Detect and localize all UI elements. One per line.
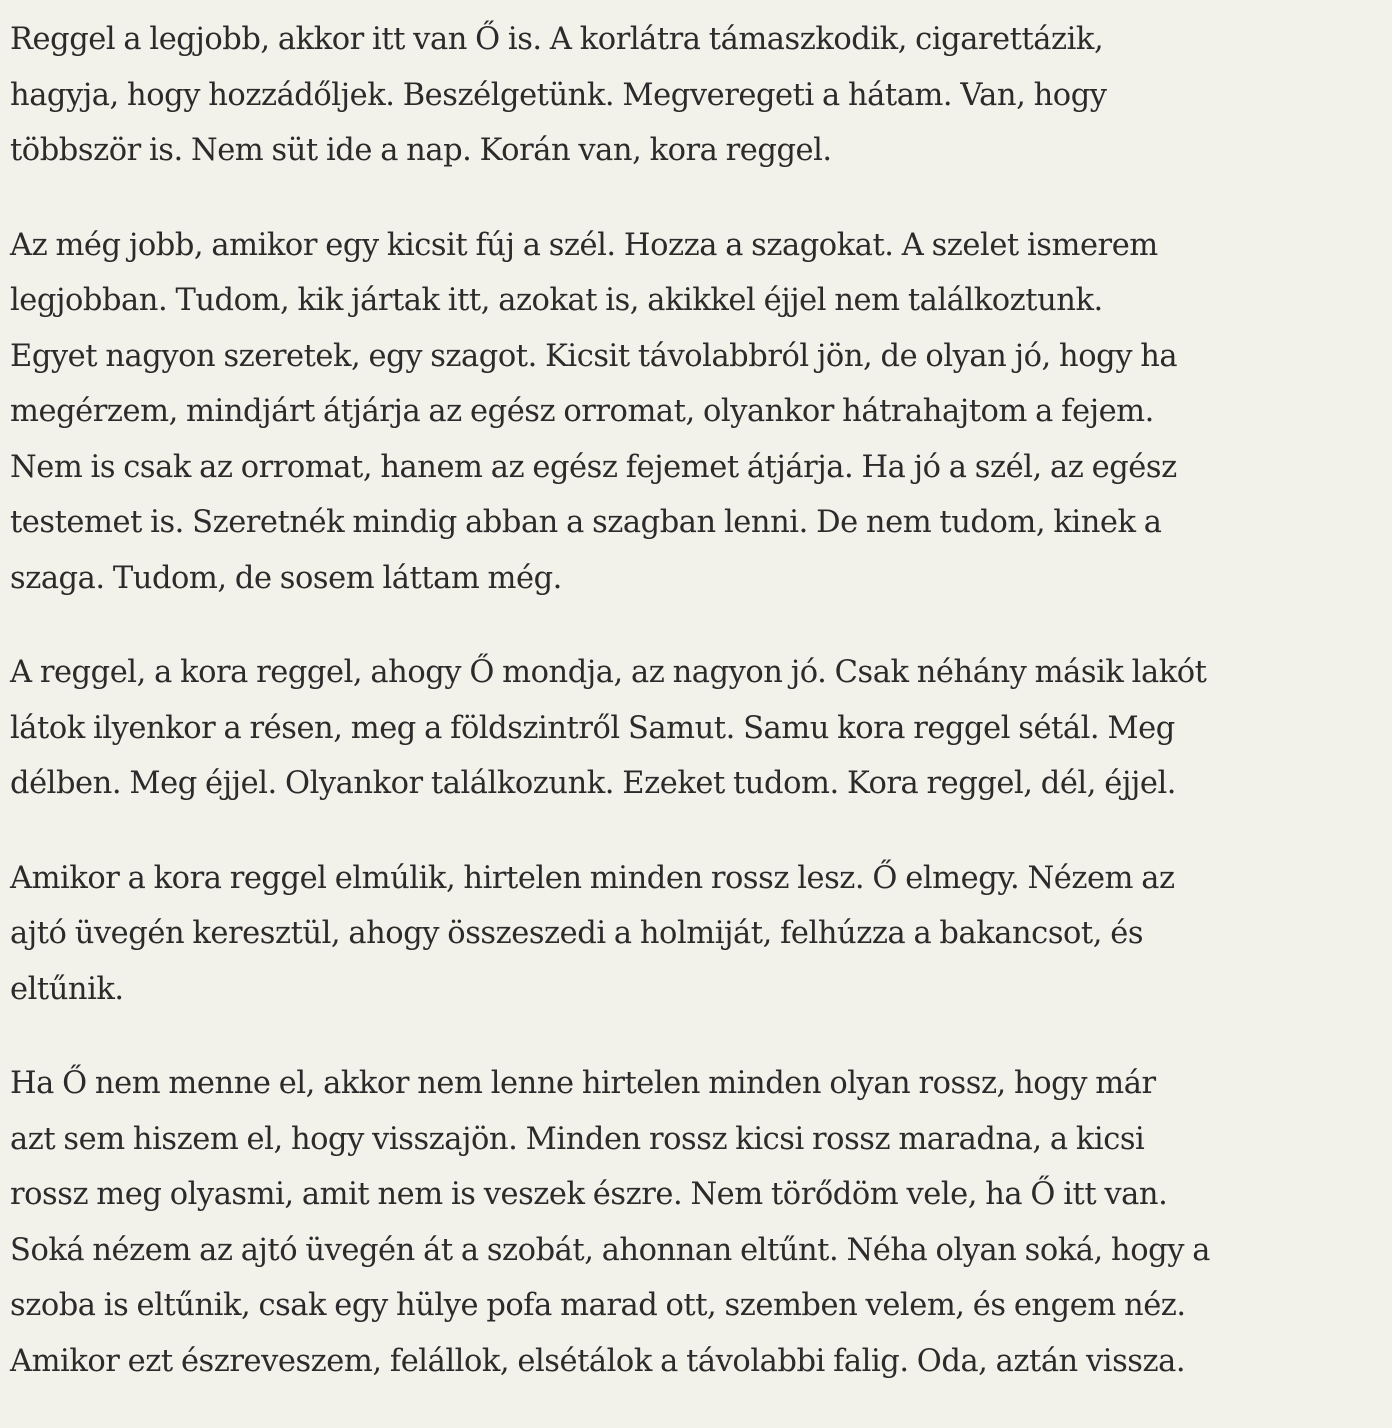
text-line: Amikor a kora reggel elmúlik, hirtelen minden rossz lesz. Ő elmegy. Nézem az [10,860,1175,896]
text-line: testemet is. Szeretnék mindig abban a szagban lenni. De nem tudom, kinek a [10,505,1162,540]
text-line: többször is. Nem süt ide a nap. Korán van, kora reggel. [10,133,832,168]
text-line: délben. Meg éjjel. Olyankor találkozunk. Ezeket tudom. Kora reggel, dél, éjjel. [10,766,1176,801]
text-line: Egyet nagyon szeretek, egy szagot. Kicsit távolabbról jön, de olyan jó, hogy ha [10,338,1178,374]
text-line: Ha Ő nem menne el, akkor nem lenne hirtelen minden olyan rossz, hogy már [10,1066,1156,1101]
text-line: hagyja, hogy hozzádőljek. Beszélgetünk. Megveregeti a hátam. Van, hogy [10,77,1107,113]
paragraph-5 [10,1056,1390,1389]
text-line: Amikor ezt észreveszem, felállok, elsétálok a távolabbi falig. Oda, aztán vissza. [10,1343,1186,1379]
text-line: szaga. Tudom, de sosem láttam még. [10,560,562,596]
text-line: ajtó üvegén keresztül, ahogy összeszedi a holmiját, felhúzza a bakancsot, és [10,916,1144,951]
paragraph-1 [10,12,1390,179]
text-line: látok ilyenkor a résen, meg a földszintről Samut. Samu kora reggel sétál. Meg [10,710,1175,746]
text-line: eltűnik. [10,971,124,1007]
text-line: megérzem, mindjárt átjárja az egész orromat, olyankor hátrahajtom a fejem. [10,394,1154,429]
text-line: Nem is csak az orromat, hanem az egész fejemet átjárja. Ha jó a szél, az egész [10,449,1177,485]
text-line: szoba is eltűnik, csak egy hülye pofa marad ott, szemben velem, és engem néz. [10,1288,1186,1323]
text-line: Az még jobb, amikor egy kicsit fúj a szél. Hozza a szagokat. A szelet ismerem [10,227,1158,263]
paragraph-4 [10,851,1390,1018]
paragraph-2 [10,218,1390,607]
text-line: A reggel, a kora reggel, ahogy Ő mondja, az nagyon jó. Csak néhány másik lakót [10,655,1207,690]
article-body [10,12,1390,1428]
text-line: azt sem hiszem el, hogy visszajön. Minden rossz kicsi rossz maradna, a kicsi [10,1121,1145,1157]
paragraph-3 [10,645,1390,812]
text-line: Soká nézem az ajtó üvegén át a szobát, ahonnan eltűnt. Néha olyan soká, hogy a [10,1232,1210,1268]
text-line: legjobban. Tudom, kik jártak itt, azokat is, akikkel éjjel nem találkoztunk. [10,283,1103,318]
text-line: rossz meg olyasmi, amit nem is veszek észre. Nem törődöm vele, ha Ő itt van. [10,1177,1168,1212]
text-line: Reggel a legjobb, akkor itt van Ő is. A korlátra támaszkodik, cigarettázik, [10,22,1104,57]
